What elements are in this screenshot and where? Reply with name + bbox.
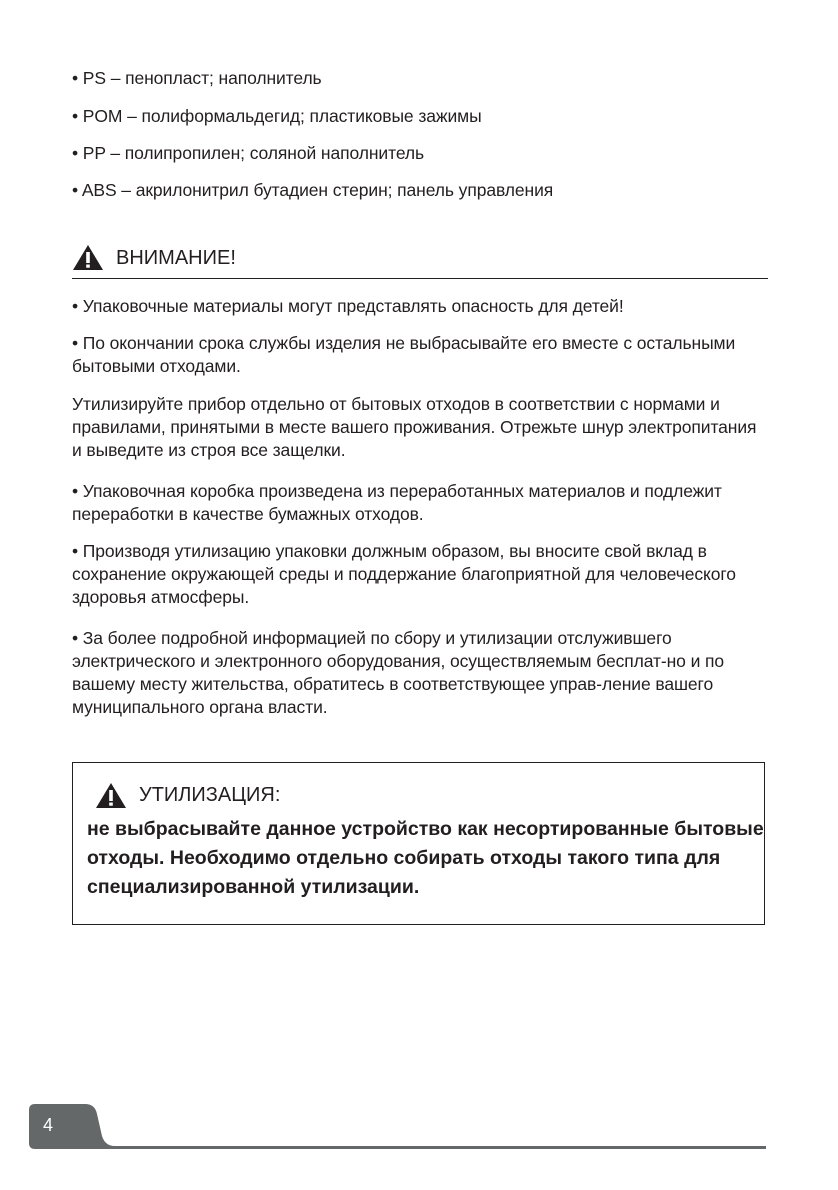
warning-paragraph: • Упаковочные материалы могут представлять опасность для детей! bbox=[72, 296, 624, 316]
warning-triangle-icon bbox=[72, 244, 104, 271]
disposal-text: не выбрасывайте данное устройство как несортированные бытовые отходы. Необходимо отдельно собирать отходы такого типа для специализированной утилизации. bbox=[87, 818, 764, 898]
warning-title: ВНИМАНИЕ! bbox=[116, 247, 236, 269]
disposal-title: УТИЛИЗАЦИЯ: bbox=[139, 784, 281, 806]
warning-paragraph: Утилизируйте прибор отдельно от бытовых отходов в соответствии с нормами и правилами, принятыми в месте вашего проживания. Отрежьте шнур электропитания и выведите из строя все защелки. bbox=[72, 394, 757, 460]
warning-triangle-icon bbox=[95, 782, 127, 809]
warning-paragraph: • По окончании срока службы изделия не выбрасывайте его вместе с остальными бытовыми отходами. bbox=[72, 333, 736, 376]
warning-paragraph: • Упаковочная коробка произведена из переработанных материалов и подлежит переработки в качестве бумажных отходов. bbox=[72, 481, 722, 524]
disposal-heading bbox=[95, 781, 280, 809]
warning-paragraph: • За более подробной информацией по сбору и утилизации отслужившего электрического и электронного оборудования, осуществляемым бесплат-но и по вашему месту жительства, обратитесь в соответствующее управ-ление вашего муниципального органа власти. bbox=[72, 628, 725, 717]
footer-rule bbox=[100, 1146, 766, 1149]
material-item: • POM – полиформальдегид; пластиковые зажимы bbox=[72, 106, 482, 126]
warning-heading bbox=[72, 244, 768, 279]
page-number: 4 bbox=[43, 1115, 54, 1135]
material-item: • PP – полипропилен; соляной наполнитель bbox=[72, 143, 424, 163]
material-item: • PS – пенопласт; наполнитель bbox=[72, 68, 322, 88]
material-item: • ABS – акрилонитрил бутадиен стерин; панель управления bbox=[72, 180, 554, 200]
warning-paragraph: • Производя утилизацию упаковки должным образом, вы вносите свой вклад в сохранение окружающей среды и поддержание благоприятной для человеческого здоровья атмосферы. bbox=[72, 541, 736, 607]
disposal-box bbox=[72, 762, 765, 925]
